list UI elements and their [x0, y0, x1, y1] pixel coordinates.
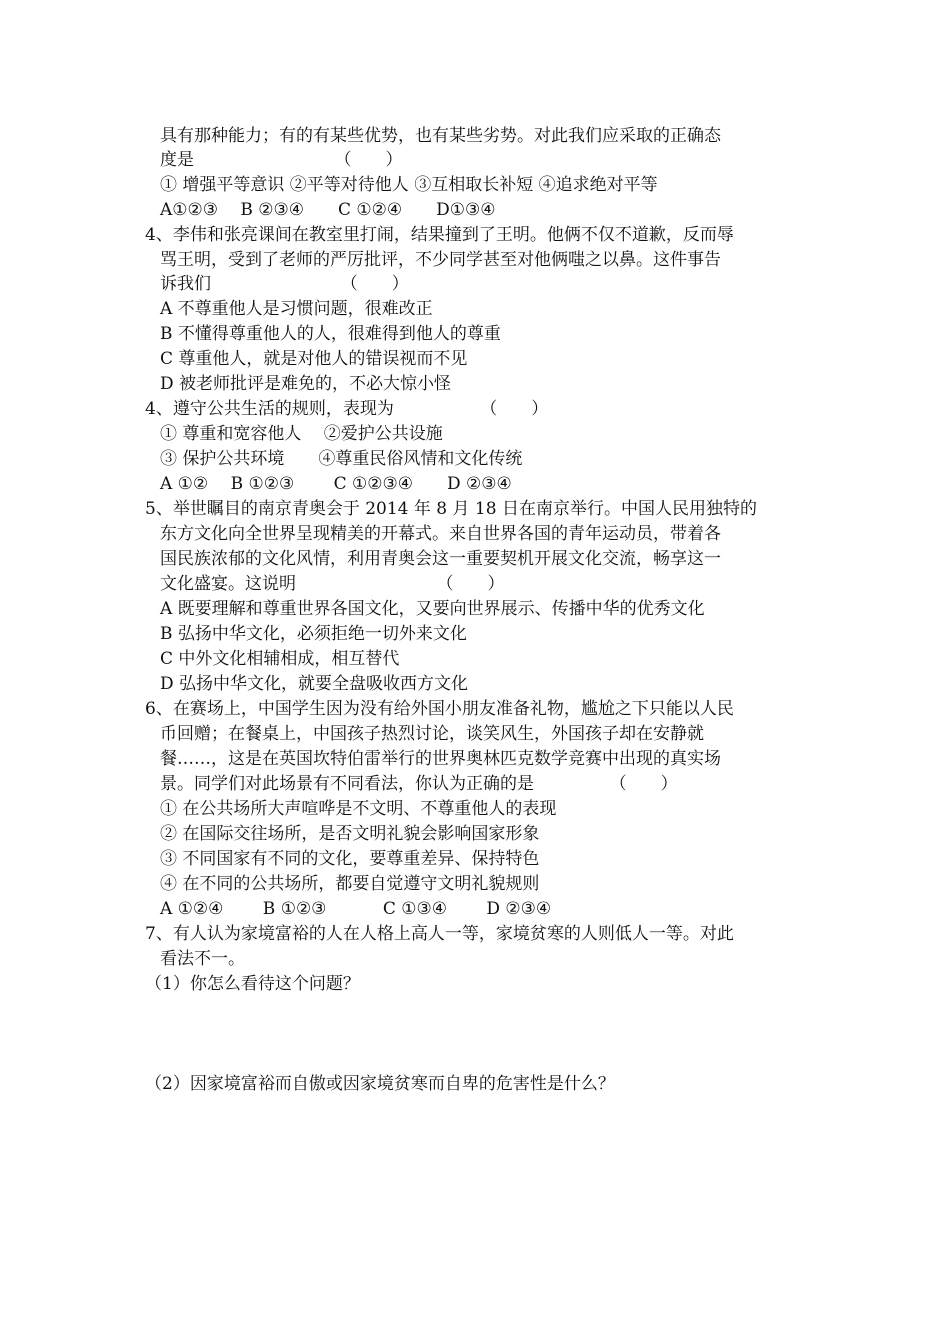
- q6-stem-line: 餐……，这是在英国坎特伯雷举行的世界奥林匹克数学竞赛中出现的真实场: [160, 749, 721, 769]
- q5-option-b: B 弘扬中华文化，必须拒绝一切外来文化: [160, 624, 467, 644]
- q7-subquestion-2: （2）因家境富裕而自傲或因家境贫寒而自卑的危害性是什么？: [145, 1074, 615, 1094]
- q7-stem-line: 看法不一。: [160, 949, 245, 969]
- q5-option-d: D 弘扬中华文化，就要全盘吸收西方文化: [160, 674, 469, 694]
- q3-choices: A①②③ B ②③④ C ①②④ D①③④: [160, 200, 496, 220]
- q5-stem: 5、举世瞩目的南京青奥会于 2014 年 8 月 18 日在南京举行。中国人民用独特的: [145, 499, 757, 519]
- q6-statement-2: ② 在国际交往场所，是否文明礼貌会影响国家形象: [160, 824, 540, 844]
- q4b-stem: 4、遵守公共生活的规则，表现为 （ ）: [145, 399, 549, 419]
- q6-statement-1: ① 在公共场所大声喧哗是不文明、不尊重他人的表现: [160, 799, 557, 819]
- q6-stem: 6、在赛场上，中国学生因为没有给外国小朋友准备礼物，尴尬之下只能以人民: [145, 699, 734, 719]
- q5-stem-line: 国民族浓郁的文化风情，利用青奥会这一重要契机开展文化交流，畅享这一: [160, 549, 721, 569]
- q5-stem-line: 文化盛宴。这说明 （ ）: [160, 574, 505, 594]
- q4a-option-c: C 尊重他人，就是对他人的错误视而不见: [160, 349, 468, 369]
- q6-stem-line: 景。同学们对此场景有不同看法，你认为正确的是 （ ）: [160, 774, 678, 794]
- q4a-option-d: D 被老师批评是难免的，不必大惊小怪: [160, 374, 452, 394]
- q7-stem: 7、有人认为家境富裕的人在人格上高人一等，家境贫寒的人则低人一等。对此: [145, 924, 734, 944]
- q6-stem-line: 币回赠；在餐桌上，中国孩子热烈讨论，谈笑风生，外国孩子却在安静就: [160, 724, 704, 744]
- q4a-stem-line: 诉我们 （ ）: [160, 274, 409, 294]
- q4a-option-b: B 不懂得尊重他人的人，很难得到他人的尊重: [160, 324, 501, 344]
- q7-subquestion-1: （1）你怎么看待这个问题？: [145, 974, 360, 994]
- q4a-stem: 4、李伟和张亮课间在教室里打闹，结果撞到了王明。他俩不仅不道歉，反而辱: [145, 225, 734, 245]
- q3-stem-line: 度是 （ ）: [160, 150, 403, 170]
- q4b-statements: ③ 保护公共环境 ④尊重民俗风情和文化传统: [160, 449, 523, 469]
- q6-statement-3: ③ 不同国家有不同的文化，要尊重差异、保持特色: [160, 849, 540, 869]
- q4b-choices: A ①② B ①②③ C ①②③④ D ②③④: [160, 474, 512, 494]
- q4a-stem-line: 骂王明，受到了老师的严厉批评，不少同学甚至对他俩嗤之以鼻。这件事告: [160, 250, 721, 270]
- q3-statements: ① 增强平等意识 ②平等对待他人 ③互相取长补短 ④追求绝对平等: [160, 175, 658, 195]
- q5-stem-line: 东方文化向全世界呈现精美的开幕式。来自世界各国的青年运动员，带着各: [160, 524, 721, 544]
- q6-statement-4: ④ 在不同的公共场所，都要自觉遵守文明礼貌规则: [160, 874, 540, 894]
- q6-choices: A ①②④ B ①②③ C ①③④ D ②③④: [160, 899, 552, 919]
- q5-option-a: A 既要理解和尊重世界各国文化，又要向世界展示、传播中华的优秀文化: [160, 599, 705, 619]
- q4a-option-a: A 不尊重他人是习惯问题，很难改正: [160, 299, 433, 319]
- q4b-statements: ① 尊重和宽容他人 ②爱护公共设施: [160, 424, 443, 444]
- q5-option-c: C 中外文化相辅相成，相互替代: [160, 649, 400, 669]
- q3-stem-line: 具有那种能力；有的有某些优势，也有某些劣势。对此我们应采取的正确态: [160, 126, 721, 146]
